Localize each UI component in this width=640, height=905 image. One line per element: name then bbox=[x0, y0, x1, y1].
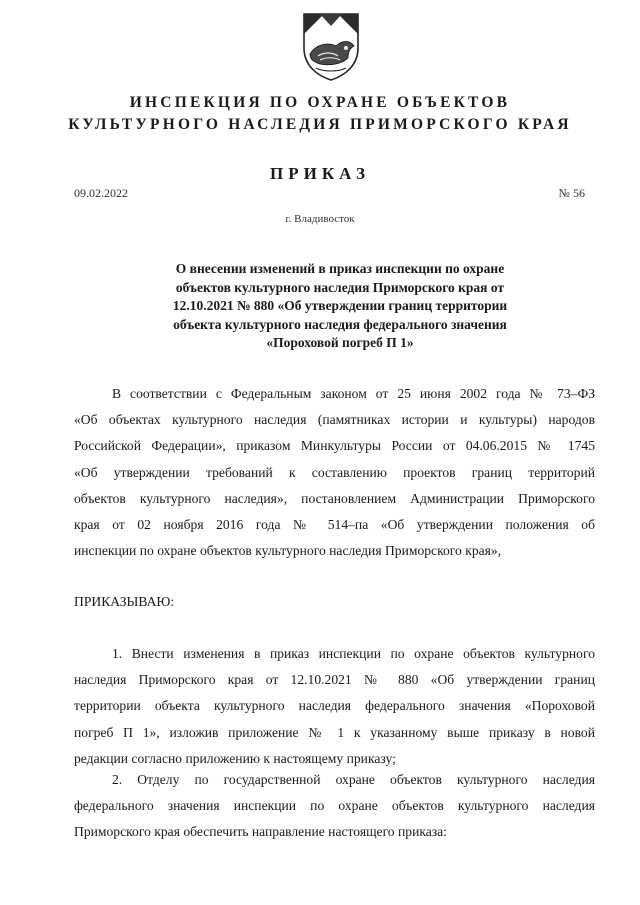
order-item-1 bbox=[74, 641, 595, 772]
paragraph-line: редакции согласно приложению к настоящему приказу; bbox=[74, 750, 396, 766]
subject-line: объектов культурного наследия Приморского края от bbox=[175, 279, 505, 295]
paragraph-line: В соответствии с Федеральным законом от 25 июня 2002 года № 73–ФЗ bbox=[112, 386, 595, 401]
document-type-title: ПРИКАЗ bbox=[270, 164, 370, 183]
paragraph-line: объектов культурного наследия», постановлением Администрации Приморского bbox=[74, 490, 595, 506]
coat-of-arms-icon bbox=[298, 10, 364, 82]
paragraph-line: «Об утверждении требований к составлению проектов границ территорий bbox=[74, 464, 595, 480]
document-city: г. Владивосток bbox=[285, 213, 355, 225]
order-directive-word: ПРИКАЗЫВАЮ: bbox=[74, 594, 175, 609]
paragraph-line: края от 02 ноября 2016 года № 514–па «Об утверждении положения об bbox=[74, 516, 595, 532]
paragraph-line: 2. Отделу по государственной охране объектов культурного наследия bbox=[112, 772, 595, 787]
organization-name-line-2: КУЛЬТУРНОГО НАСЛЕДИЯ ПРИМОРСКОГО КРАЯ bbox=[68, 116, 572, 133]
order-item-2 bbox=[74, 767, 595, 846]
subject-line: 12.10.2021 № 880 «Об утверждении границ территории bbox=[172, 298, 508, 313]
preamble-paragraph bbox=[74, 381, 595, 564]
subject-line: «Пороховой погреб П 1» bbox=[266, 335, 414, 350]
document-date: 09.02.2022 bbox=[74, 186, 128, 200]
organization-name-line-1: ИНСПЕКЦИЯ ПО ОХРАНЕ ОБЪЕКТОВ bbox=[129, 94, 511, 111]
paragraph-line: территории объекта культурного наследия федерального значения «Пороховой bbox=[74, 698, 595, 714]
paragraph-line: погреб П 1», изложив приложение № 1 к указанному выше приказу в новой bbox=[74, 724, 595, 740]
subject-line: О внесении изменений в приказ инспекции по охране bbox=[175, 261, 505, 276]
paragraph-line: 1. Внести изменения в приказ инспекции по охране объектов культурного bbox=[112, 646, 595, 661]
subject-line: объекта культурного наследия федерального значения bbox=[173, 316, 507, 332]
paragraph-line: наследия Приморского края от 12.10.2021 № 880 «Об утверждении границ bbox=[74, 672, 595, 688]
paragraph-line: «Об объектах культурного наследия (памятниках истории и культуры) народов bbox=[74, 412, 595, 428]
document-subject bbox=[140, 260, 540, 353]
document-number: № 56 bbox=[558, 186, 585, 200]
paragraph-line: Российской Федерации», приказом Минкультуры России от 04.06.2015 № 1745 bbox=[74, 438, 595, 454]
paragraph-line: Приморского края обеспечить направление настоящего приказа: bbox=[74, 824, 447, 840]
paragraph-line: инспекции по охране объектов культурного наследия Приморского края», bbox=[74, 543, 502, 559]
paragraph-line: федерального значения инспекции по охране объектов культурного наследия bbox=[74, 798, 595, 814]
